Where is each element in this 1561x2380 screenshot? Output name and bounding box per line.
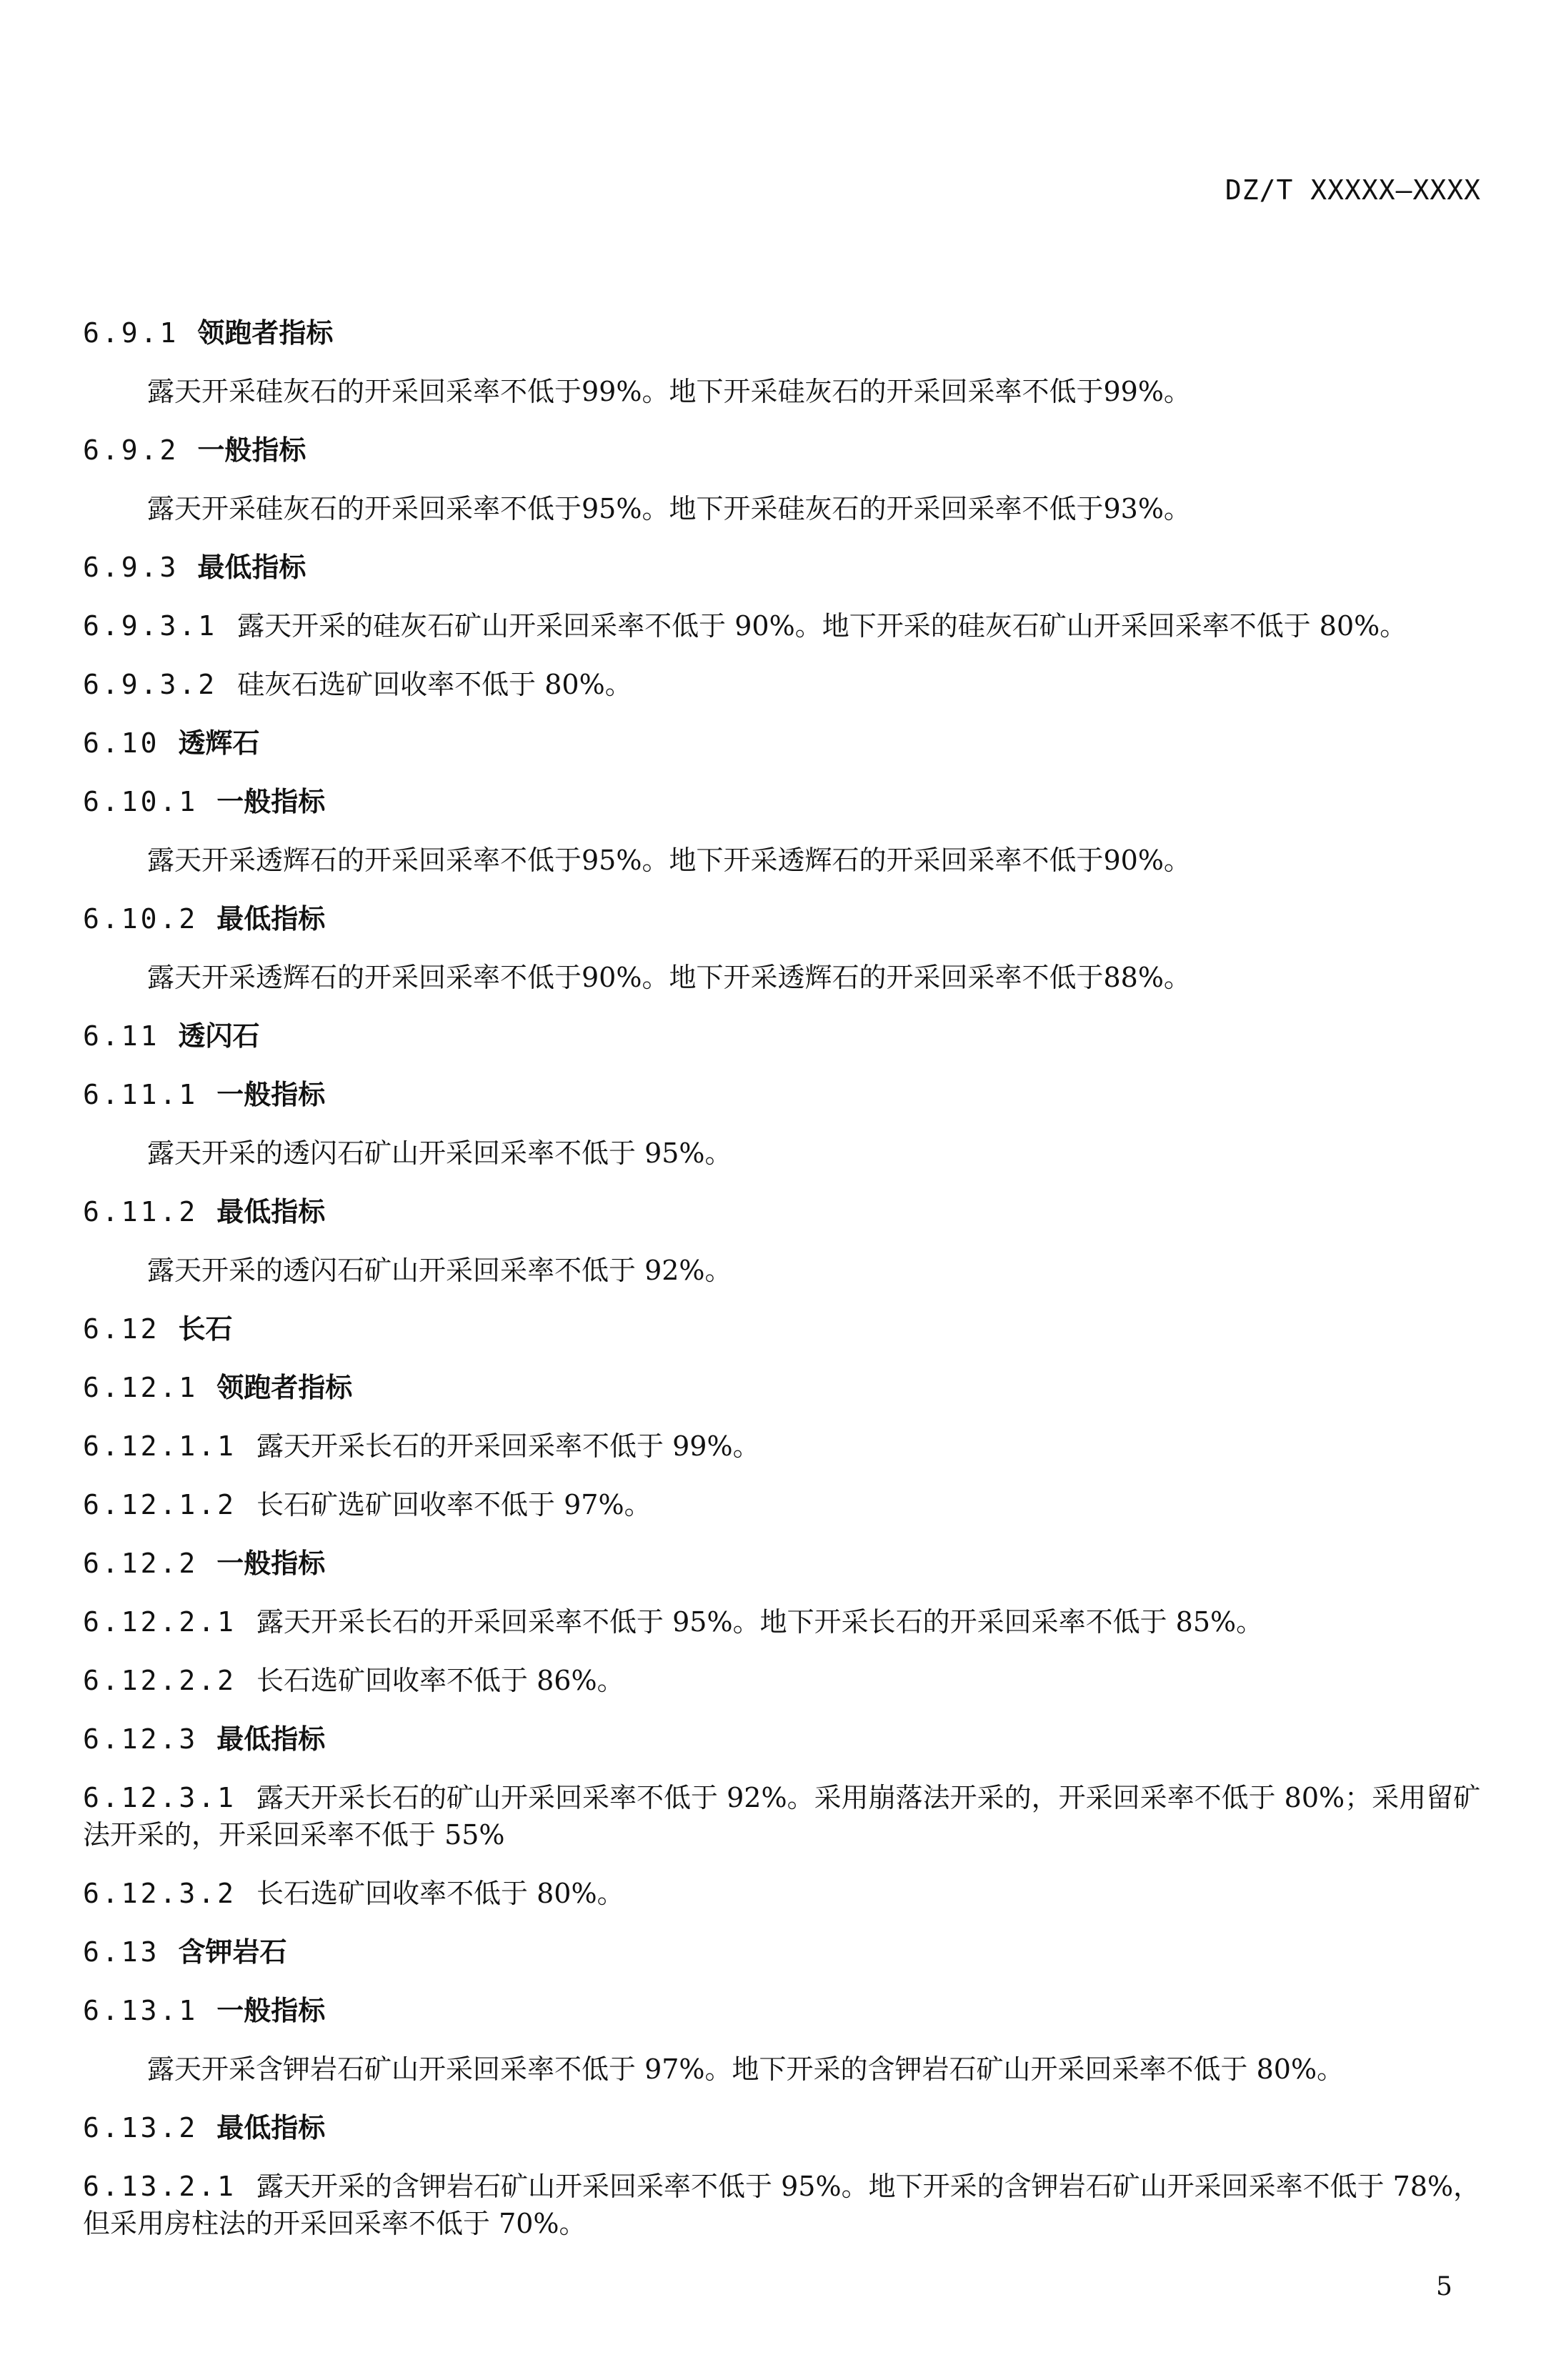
heading-number: 6.10.2 — [83, 903, 199, 935]
heading-number: 6.9.1 — [83, 317, 179, 349]
clause-number: 6.9.3.1 — [83, 610, 218, 642]
clause-number: 6.12.2.2 — [83, 1665, 237, 1696]
heading-number: 6.10.1 — [83, 786, 199, 817]
heading-title: 领跑者指标 — [197, 317, 334, 349]
page-number: 5 — [1436, 2272, 1452, 2301]
section-heading — [83, 1933, 1501, 1971]
clause-text: 露天开采长石的开采回采率不低于 99%。 — [256, 1430, 760, 1462]
clause-text: 露天开采长石的开采回采率不低于 95%。地下开采长石的开采回采率不低于 85%。 — [256, 1606, 1264, 1638]
section-heading — [83, 1721, 1501, 1758]
section-heading — [83, 1310, 1501, 1348]
heading-number: 6.12.1 — [83, 1372, 199, 1403]
clause-number: 6.12.3.1 — [83, 1782, 237, 1813]
heading-number: 6.11 — [83, 1020, 160, 1052]
heading-number: 6.9.3 — [83, 552, 179, 583]
heading-title: 长石 — [178, 1313, 233, 1345]
section-heading — [83, 900, 1501, 937]
heading-title: 一般指标 — [216, 1079, 326, 1110]
section-heading — [83, 1369, 1501, 1406]
heading-title: 最低指标 — [216, 2112, 326, 2144]
heading-title: 最低指标 — [197, 552, 306, 583]
section-heading — [83, 1017, 1501, 1055]
heading-number: 6.11.1 — [83, 1079, 199, 1110]
heading-title: 一般指标 — [216, 1995, 326, 2026]
document-code: DZ/T XXXXX—XXXX — [1225, 174, 1481, 206]
clause-number: 6.12.3.2 — [83, 1878, 237, 1909]
heading-number: 6.9.2 — [83, 434, 179, 466]
heading-title: 最低指标 — [216, 903, 326, 935]
heading-title: 一般指标 — [216, 786, 326, 817]
heading-title: 含钾岩石 — [178, 1936, 287, 1968]
paragraph: 露天开采透辉石的开采回采率不低于90%。地下开采透辉石的开采回采率不低于88%。 — [147, 962, 1191, 993]
clause-text: 露天开采的含钾岩石矿山开采回采率不低于 95%。地下开采的含钾岩石矿山开采回采率不低于 78%，但采用房柱法的开采回采率不低于 70%。 — [83, 2171, 1481, 2239]
clause-text: 露天开采的硅灰石矿山开采回采率不低于 90%。地下开采的硅灰石矿山开采回采率不低于 80%。 — [237, 610, 1407, 642]
clause — [83, 1603, 1501, 1640]
heading-number: 6.13.1 — [83, 1995, 199, 2026]
paragraph: 露天开采的透闪石矿山开采回采率不低于 92%。 — [147, 1255, 732, 1286]
section-heading — [83, 1193, 1501, 1230]
clause-number: 6.12.2.1 — [83, 1606, 237, 1638]
heading-number: 6.13.2 — [83, 2112, 199, 2144]
section-heading — [83, 314, 1501, 352]
paragraph: 露天开采硅灰石的开采回采率不低于99%。地下开采硅灰石的开采回采率不低于99%。 — [147, 376, 1191, 407]
heading-title: 领跑者指标 — [216, 1372, 353, 1403]
clause-text: 长石矿选矿回收率不低于 97%。 — [256, 1489, 652, 1520]
clause — [83, 1662, 1501, 1699]
clause — [83, 1875, 1501, 1912]
heading-title: 透辉石 — [178, 727, 260, 759]
clause — [83, 666, 1501, 703]
clause-text: 长石选矿回收率不低于 86%。 — [256, 1665, 624, 1696]
heading-title: 一般指标 — [197, 434, 306, 466]
heading-number: 6.12 — [83, 1313, 160, 1345]
paragraph: 露天开采硅灰石的开采回采率不低于95%。地下开采硅灰石的开采回采率不低于93%。 — [147, 493, 1191, 524]
section-heading — [83, 2109, 1501, 2146]
clause-number: 6.13.2.1 — [83, 2171, 237, 2202]
clause — [83, 1779, 1501, 1853]
heading-number: 6.12.2 — [83, 1548, 199, 1579]
clause-number: 6.9.3.2 — [83, 669, 218, 700]
section-heading — [83, 1992, 1501, 2029]
section-heading — [83, 783, 1501, 820]
section-heading — [83, 432, 1501, 469]
document-body — [83, 314, 1501, 2264]
heading-number: 6.11.2 — [83, 1196, 199, 1228]
clause-number: 6.12.1.2 — [83, 1489, 237, 1520]
heading-number: 6.10 — [83, 727, 160, 759]
clause — [83, 1486, 1501, 1523]
paragraph: 露天开采透辉石的开采回采率不低于95%。地下开采透辉石的开采回采率不低于90%。 — [147, 845, 1191, 876]
section-heading — [83, 725, 1501, 762]
heading-title: 最低指标 — [216, 1196, 326, 1228]
clause-text: 硅灰石选矿回收率不低于 80%。 — [237, 669, 632, 700]
paragraph: 露天开采含钾岩石矿山开采回采率不低于 97%。地下开采的含钾岩石矿山开采回采率不低于 80%。 — [147, 2053, 1345, 2085]
clause — [83, 1428, 1501, 1465]
heading-title: 一般指标 — [216, 1548, 326, 1579]
heading-number: 6.13 — [83, 1936, 160, 1968]
paragraph: 露天开采的透闪石矿山开采回采率不低于 95%。 — [147, 1137, 732, 1169]
clause-text: 长石选矿回收率不低于 80%。 — [256, 1878, 624, 1909]
section-heading — [83, 549, 1501, 586]
clause-number: 6.12.1.1 — [83, 1430, 237, 1462]
clause-text: 露天开采长石的矿山开采回采率不低于 92%。采用崩落法开采的，开采回采率不低于 80%；采用留矿法开采的，开采回采率不低于 55% — [83, 1782, 1481, 1851]
clause — [83, 2168, 1501, 2242]
section-heading — [83, 1076, 1501, 1113]
heading-title: 透闪石 — [178, 1020, 260, 1052]
heading-title: 最低指标 — [216, 1723, 326, 1755]
clause — [83, 607, 1501, 644]
section-heading — [83, 1545, 1501, 1582]
heading-number: 6.12.3 — [83, 1723, 199, 1755]
